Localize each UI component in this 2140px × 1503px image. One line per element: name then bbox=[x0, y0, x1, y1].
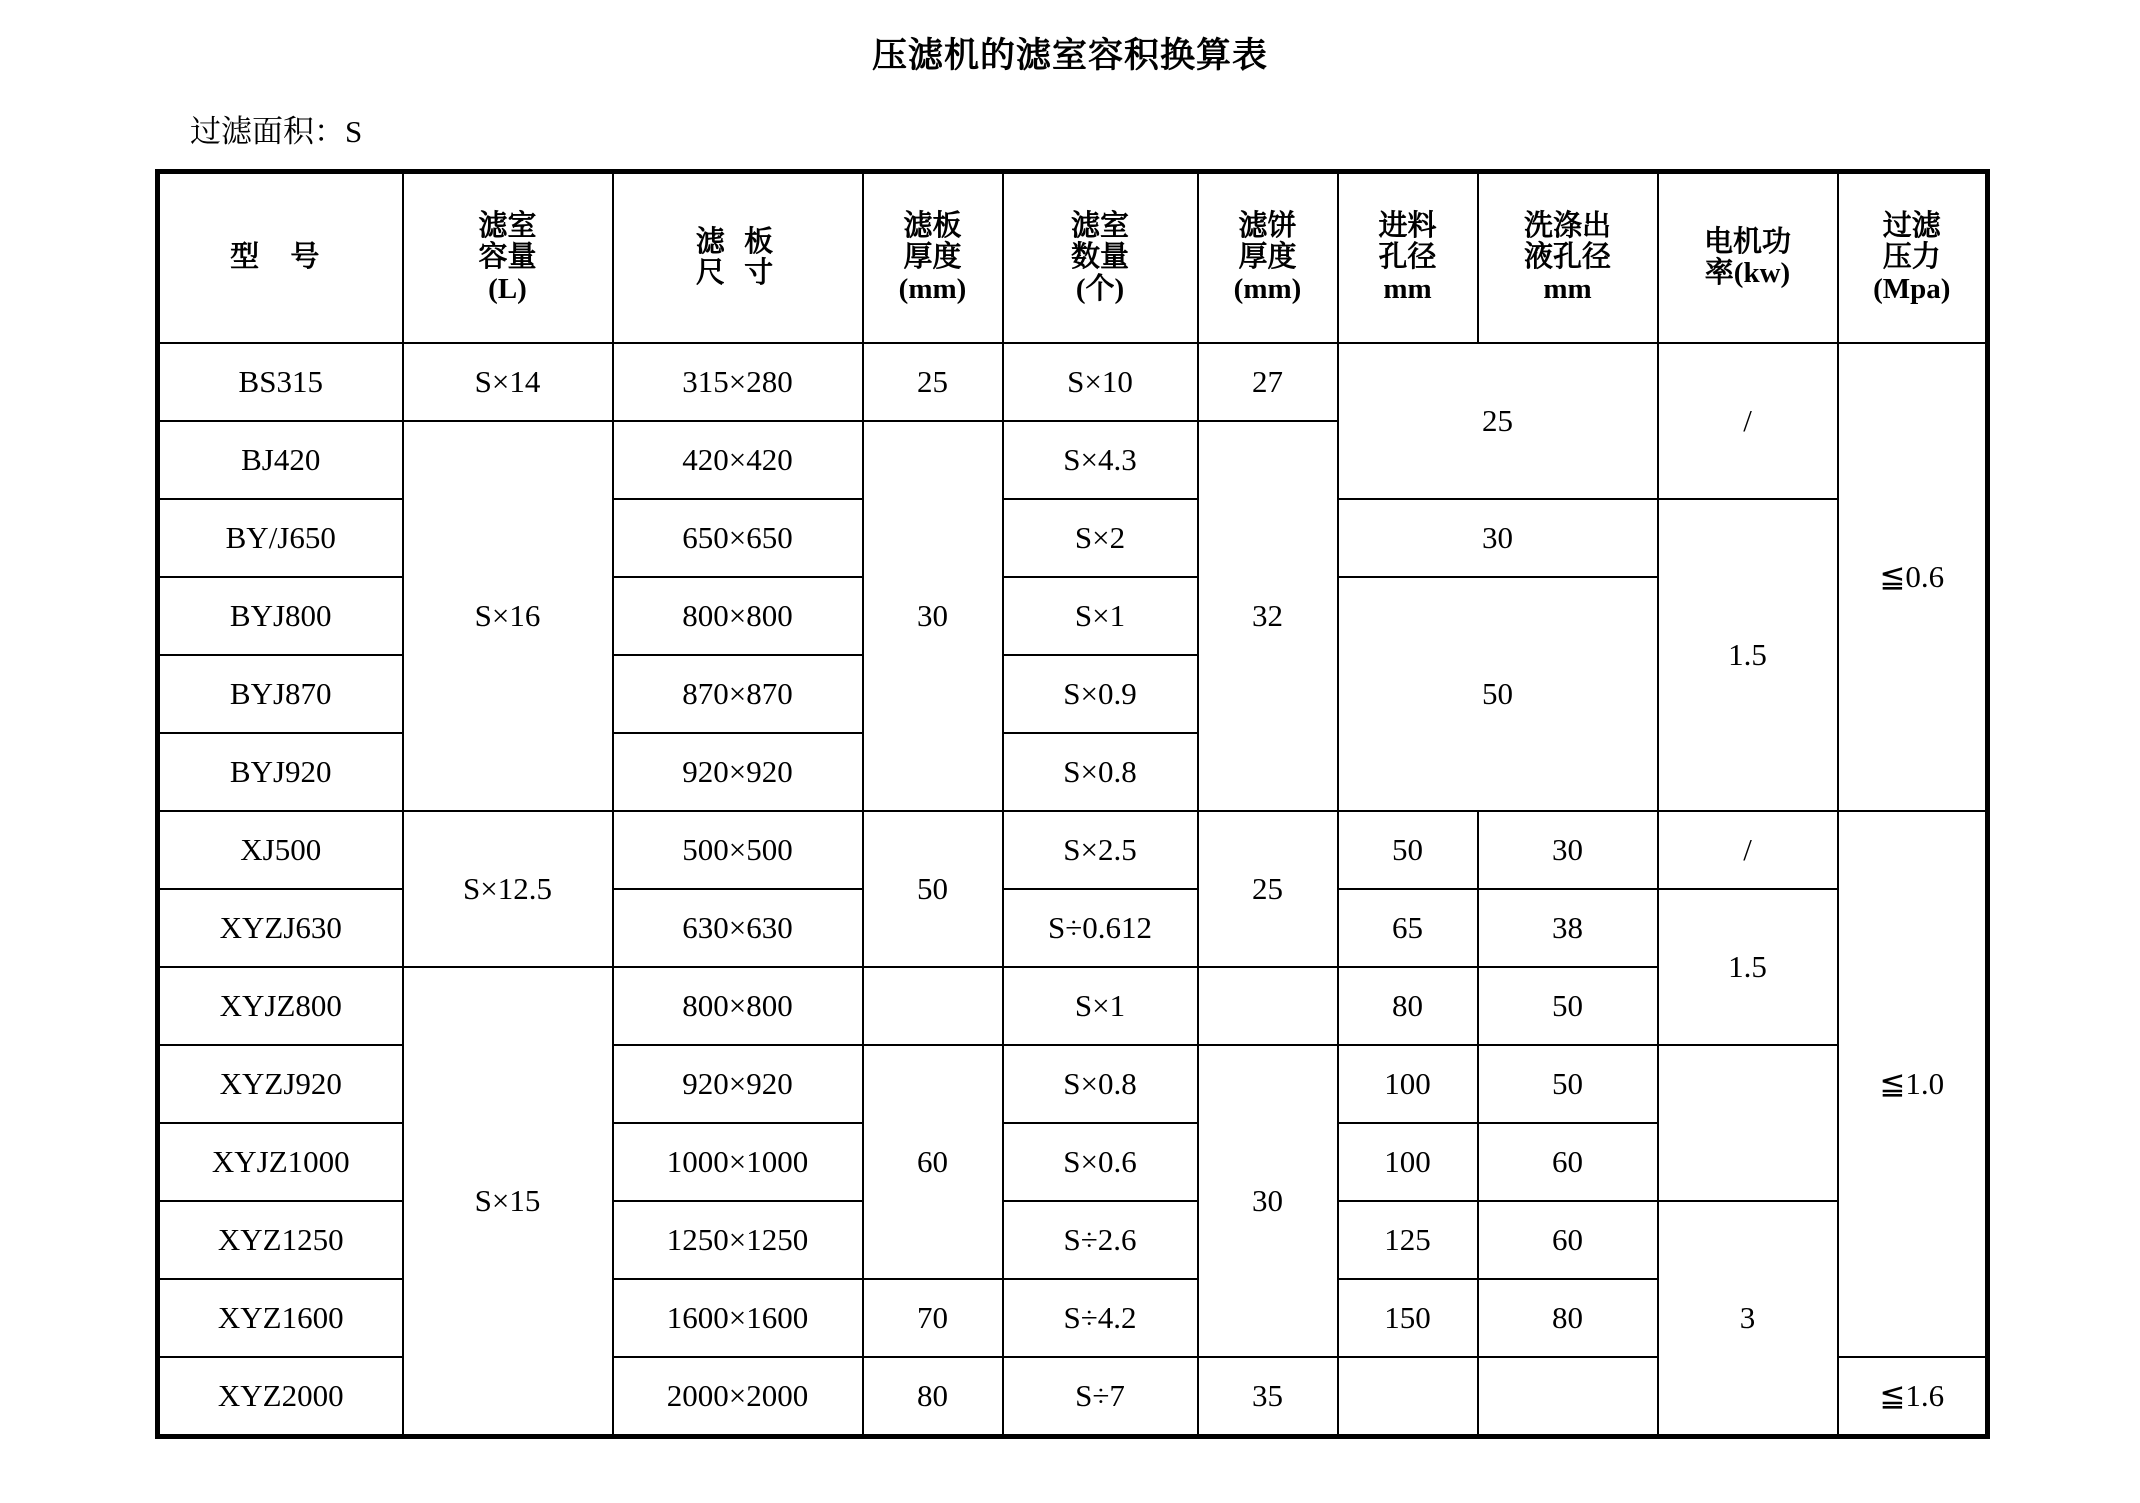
cell-plate-size: 650×650 bbox=[613, 499, 863, 577]
cell-chamber-count: S÷4.2 bbox=[1003, 1279, 1198, 1357]
cell-model: BYJ800 bbox=[158, 577, 403, 655]
header-plate-size: 滤 板 尺 寸 bbox=[613, 172, 863, 344]
cell-model: XYZ1600 bbox=[158, 1279, 403, 1357]
cell-plate-thickness: 70 bbox=[863, 1279, 1003, 1357]
cell-feed-hole bbox=[1338, 1357, 1478, 1437]
cell-wash-hole bbox=[1478, 1357, 1658, 1437]
header-filter-pressure: 过滤 压力 (Mpa) bbox=[1838, 172, 1988, 344]
cell-model: XYZ1250 bbox=[158, 1201, 403, 1279]
cell-plate-thickness: 30 bbox=[863, 421, 1003, 811]
cell-wash-hole: 60 bbox=[1478, 1201, 1658, 1279]
cell-model: XYJZ1000 bbox=[158, 1123, 403, 1201]
cell-chamber-volume: S×15 bbox=[403, 967, 613, 1437]
cell-chamber-volume: S×14 bbox=[403, 343, 613, 421]
cell-cake-thickness: 25 bbox=[1198, 811, 1338, 967]
cell-feed-hole: 65 bbox=[1338, 889, 1478, 967]
cell-cake-thickness: 35 bbox=[1198, 1357, 1338, 1437]
cell-plate-size: 1000×1000 bbox=[613, 1123, 863, 1201]
cell-plate-size: 920×920 bbox=[613, 1045, 863, 1123]
cell-cake-thickness: 27 bbox=[1198, 343, 1338, 421]
header-model: 型 号 bbox=[158, 172, 403, 344]
filter-area-label: 过滤面积：S bbox=[190, 114, 363, 149]
table-row bbox=[158, 811, 1988, 889]
cell-plate-size: 1250×1250 bbox=[613, 1201, 863, 1279]
cell-chamber-count: S×4.3 bbox=[1003, 421, 1198, 499]
cell-wash-hole: 80 bbox=[1478, 1279, 1658, 1357]
cell-plate-size: 315×280 bbox=[613, 343, 863, 421]
header-chamber-count: 滤室 数量 (个) bbox=[1003, 172, 1198, 344]
cell-filter-pressure: ≦1.6 bbox=[1838, 1357, 1988, 1437]
header-chamber-volume: 滤室 容量 (L) bbox=[403, 172, 613, 344]
page-title: 压滤机的滤室容积换算表 bbox=[871, 36, 1268, 75]
cell-feed-hole: 125 bbox=[1338, 1201, 1478, 1279]
cell-plate-thickness: 50 bbox=[863, 811, 1003, 967]
cell-chamber-count: S×0.8 bbox=[1003, 733, 1198, 811]
cell-motor-power: / bbox=[1658, 811, 1838, 889]
conversion-table-wrapper bbox=[155, 169, 1985, 1439]
cell-cake-thickness: 32 bbox=[1198, 421, 1338, 811]
cell-model: XYZJ630 bbox=[158, 889, 403, 967]
cell-feed-hole: 30 bbox=[1338, 499, 1658, 577]
cell-model: XJ500 bbox=[158, 811, 403, 889]
cell-plate-thickness bbox=[863, 967, 1003, 1045]
header-cake-thickness: 滤饼 厚度 (mm) bbox=[1198, 172, 1338, 344]
cell-plate-thickness: 60 bbox=[863, 1045, 1003, 1279]
cell-motor-power: 1.5 bbox=[1658, 889, 1838, 1045]
cell-plate-size: 800×800 bbox=[613, 967, 863, 1045]
cell-model: XYJZ800 bbox=[158, 967, 403, 1045]
cell-chamber-count: S×2.5 bbox=[1003, 811, 1198, 889]
cell-plate-size: 420×420 bbox=[613, 421, 863, 499]
cell-motor-power bbox=[1658, 1045, 1838, 1201]
cell-chamber-count: S×0.9 bbox=[1003, 655, 1198, 733]
cell-motor-power: 1.5 bbox=[1658, 499, 1838, 811]
cell-chamber-volume: S×12.5 bbox=[403, 811, 613, 967]
cell-cake-thickness bbox=[1198, 967, 1338, 1045]
cell-chamber-count: S×0.6 bbox=[1003, 1123, 1198, 1201]
cell-feed-hole: 25 bbox=[1338, 343, 1658, 499]
header-motor-power: 电机功 率(kw) bbox=[1658, 172, 1838, 344]
cell-plate-size: 800×800 bbox=[613, 577, 863, 655]
cell-chamber-count: S÷7 bbox=[1003, 1357, 1198, 1437]
cell-wash-hole: 60 bbox=[1478, 1123, 1658, 1201]
cell-chamber-count: S×0.8 bbox=[1003, 1045, 1198, 1123]
cell-feed-hole: 150 bbox=[1338, 1279, 1478, 1357]
cell-wash-hole: 30 bbox=[1478, 811, 1658, 889]
cell-chamber-count: S×1 bbox=[1003, 577, 1198, 655]
cell-plate-size: 1600×1600 bbox=[613, 1279, 863, 1357]
cell-plate-size: 630×630 bbox=[613, 889, 863, 967]
header-feed-hole: 进料 孔径 mm bbox=[1338, 172, 1478, 344]
cell-chamber-count: S×2 bbox=[1003, 499, 1198, 577]
conversion-table bbox=[155, 169, 1990, 1439]
cell-plate-thickness: 25 bbox=[863, 343, 1003, 421]
cell-filter-pressure: ≦1.0 bbox=[1838, 811, 1988, 1357]
cell-plate-size: 2000×2000 bbox=[613, 1357, 863, 1437]
table-row bbox=[158, 343, 1988, 421]
cell-plate-size: 920×920 bbox=[613, 733, 863, 811]
header-wash-hole: 洗涤出 液孔径 mm bbox=[1478, 172, 1658, 344]
cell-model: BY/J650 bbox=[158, 499, 403, 577]
cell-wash-hole: 50 bbox=[1478, 967, 1658, 1045]
cell-plate-size: 500×500 bbox=[613, 811, 863, 889]
cell-model: BYJ870 bbox=[158, 655, 403, 733]
cell-feed-hole: 80 bbox=[1338, 967, 1478, 1045]
cell-motor-power: 3 bbox=[1658, 1201, 1838, 1437]
cell-model: BYJ920 bbox=[158, 733, 403, 811]
cell-motor-power: / bbox=[1658, 343, 1838, 499]
cell-model: XYZJ920 bbox=[158, 1045, 403, 1123]
cell-plate-thickness: 80 bbox=[863, 1357, 1003, 1437]
table-header-row bbox=[158, 172, 1988, 344]
header-plate-thickness: 滤板 厚度 (mm) bbox=[863, 172, 1003, 344]
cell-plate-size: 870×870 bbox=[613, 655, 863, 733]
cell-wash-hole: 50 bbox=[1478, 1045, 1658, 1123]
cell-model: BJ420 bbox=[158, 421, 403, 499]
cell-chamber-count: S÷0.612 bbox=[1003, 889, 1198, 967]
cell-model: BS315 bbox=[158, 343, 403, 421]
cell-chamber-count: S÷2.6 bbox=[1003, 1201, 1198, 1279]
cell-cake-thickness: 30 bbox=[1198, 1045, 1338, 1357]
document-page bbox=[0, 28, 2140, 1503]
cell-chamber-volume: S×16 bbox=[403, 421, 613, 811]
cell-chamber-count: S×10 bbox=[1003, 343, 1198, 421]
cell-feed-hole: 50 bbox=[1338, 811, 1478, 889]
cell-model: XYZ2000 bbox=[158, 1357, 403, 1437]
cell-feed-hole: 100 bbox=[1338, 1123, 1478, 1201]
cell-wash-hole: 38 bbox=[1478, 889, 1658, 967]
cell-chamber-count: S×1 bbox=[1003, 967, 1198, 1045]
cell-feed-hole: 100 bbox=[1338, 1045, 1478, 1123]
cell-feed-hole: 50 bbox=[1338, 577, 1658, 811]
cell-filter-pressure: ≦0.6 bbox=[1838, 343, 1988, 811]
